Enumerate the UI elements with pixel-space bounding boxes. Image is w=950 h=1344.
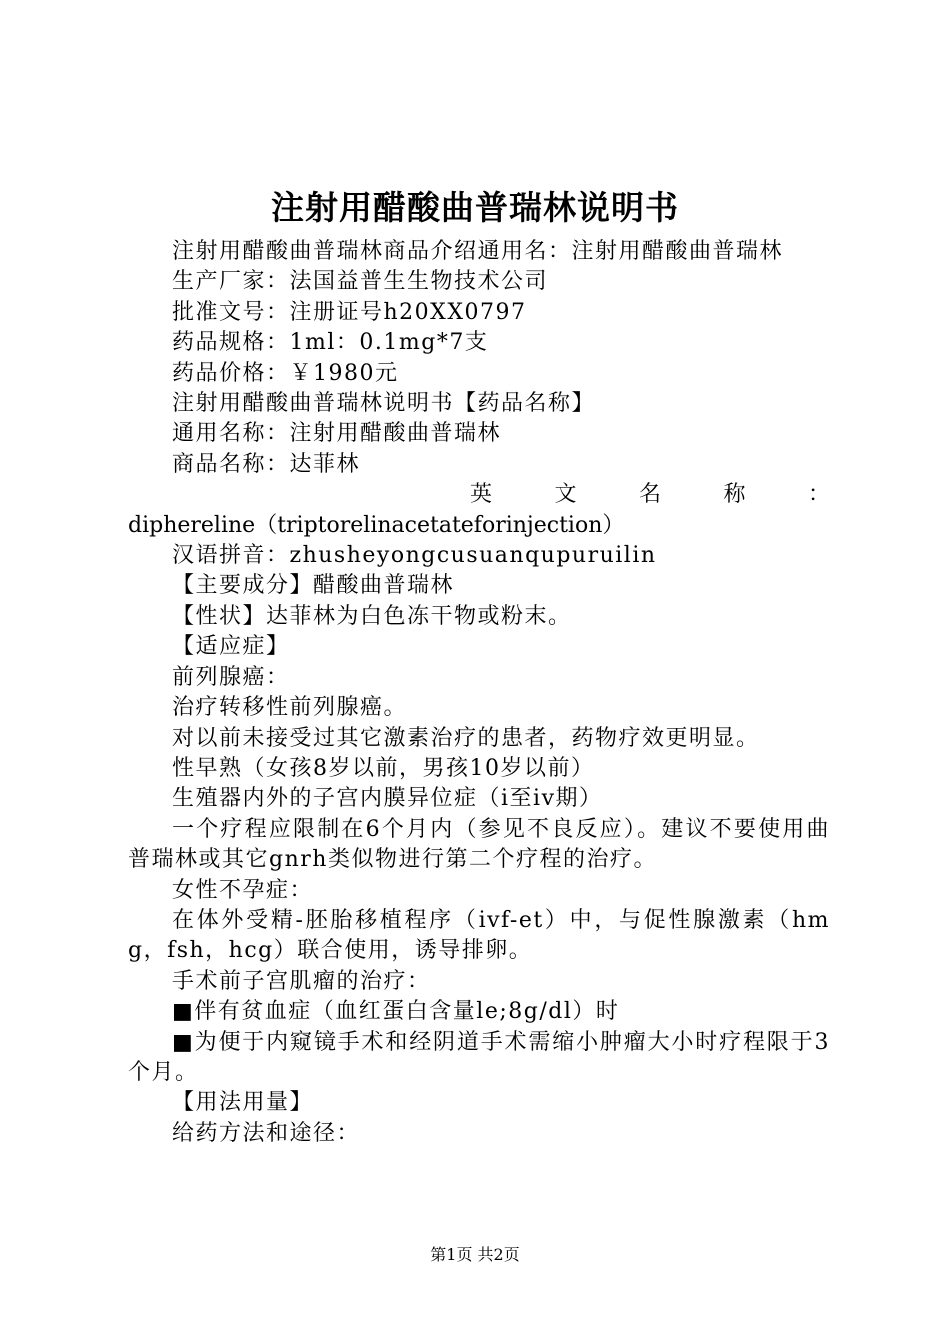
paragraph: ■伴有贫血症（血红蛋白含量le;8g/dl）时 — [172, 999, 620, 1025]
paragraph: 【用法用量】 — [172, 1090, 314, 1116]
paragraph: 通用名称：注射用醋酸曲普瑞林 — [172, 421, 502, 447]
english-name-label: 英文名称： — [470, 482, 830, 508]
paragraph: 手术前子宫肌瘤的治疗： — [172, 968, 431, 994]
paragraph: 药品价格：￥1980元 — [172, 360, 399, 386]
paragraph: 给药方法和途径： — [172, 1120, 361, 1146]
paragraph: 批准文号：注册证号h20XX0797 — [172, 299, 527, 325]
document-title: 注射用醋酸曲普瑞林说明书 — [271, 188, 679, 227]
paragraph: 一个疗程应限制在6个月内（参见不良反应）。建议不要使用曲普瑞林或其它gnrh类似物进行第二个疗程的治疗。 — [128, 816, 830, 873]
paragraph: 【性状】达菲林为白色冻干物或粉末。 — [172, 603, 572, 629]
paragraph: 女性不孕症： — [172, 877, 314, 903]
paragraph: 对以前未接受过其它激素治疗的患者，药物疗效更明显。 — [172, 725, 760, 751]
paragraph: 【适应症】 — [172, 634, 290, 660]
paragraph: 治疗转移性前列腺癌。 — [172, 695, 408, 721]
paragraph: 性早熟（女孩8岁以前，男孩10岁以前） — [172, 755, 595, 781]
paragraph: 注射用醋酸曲普瑞林说明书【药品名称】 — [172, 391, 596, 417]
paragraph: 药品规格：1ml：0.1mg*7支 — [172, 330, 489, 356]
paragraph: 【主要成分】醋酸曲普瑞林 — [172, 573, 455, 599]
paragraph: 生殖器内外的子宫内膜异位症（i至iv期） — [172, 786, 603, 812]
paragraph: 汉语拼音：zhusheyongcusuanqupuruilin — [172, 543, 657, 569]
paragraph: 注射用醋酸曲普瑞林商品介绍通用名：注射用醋酸曲普瑞林 — [172, 239, 784, 264]
paragraph: 在体外受精-胚胎移植程序（ivf-et）中，与促性腺激素（hmg，fsh，hcg）联合使用，诱导排卵。 — [128, 907, 830, 964]
paragraph: 前列腺癌： — [172, 664, 290, 690]
page-footer: 第1页 共2页 — [430, 1245, 520, 1264]
paragraph: 生产厂家：法国益普生生物技术公司 — [172, 269, 549, 295]
document-body — [128, 237, 830, 1149]
paragraph: ■为便于内窥镜手术和经阴道手术需缩小肿瘤大小时疗程限于3个月。 — [128, 1029, 830, 1085]
english-name-value: diphereline（triptorelinacetateforinjection） — [128, 512, 625, 538]
paragraph: 商品名称：达菲林 — [172, 451, 361, 477]
